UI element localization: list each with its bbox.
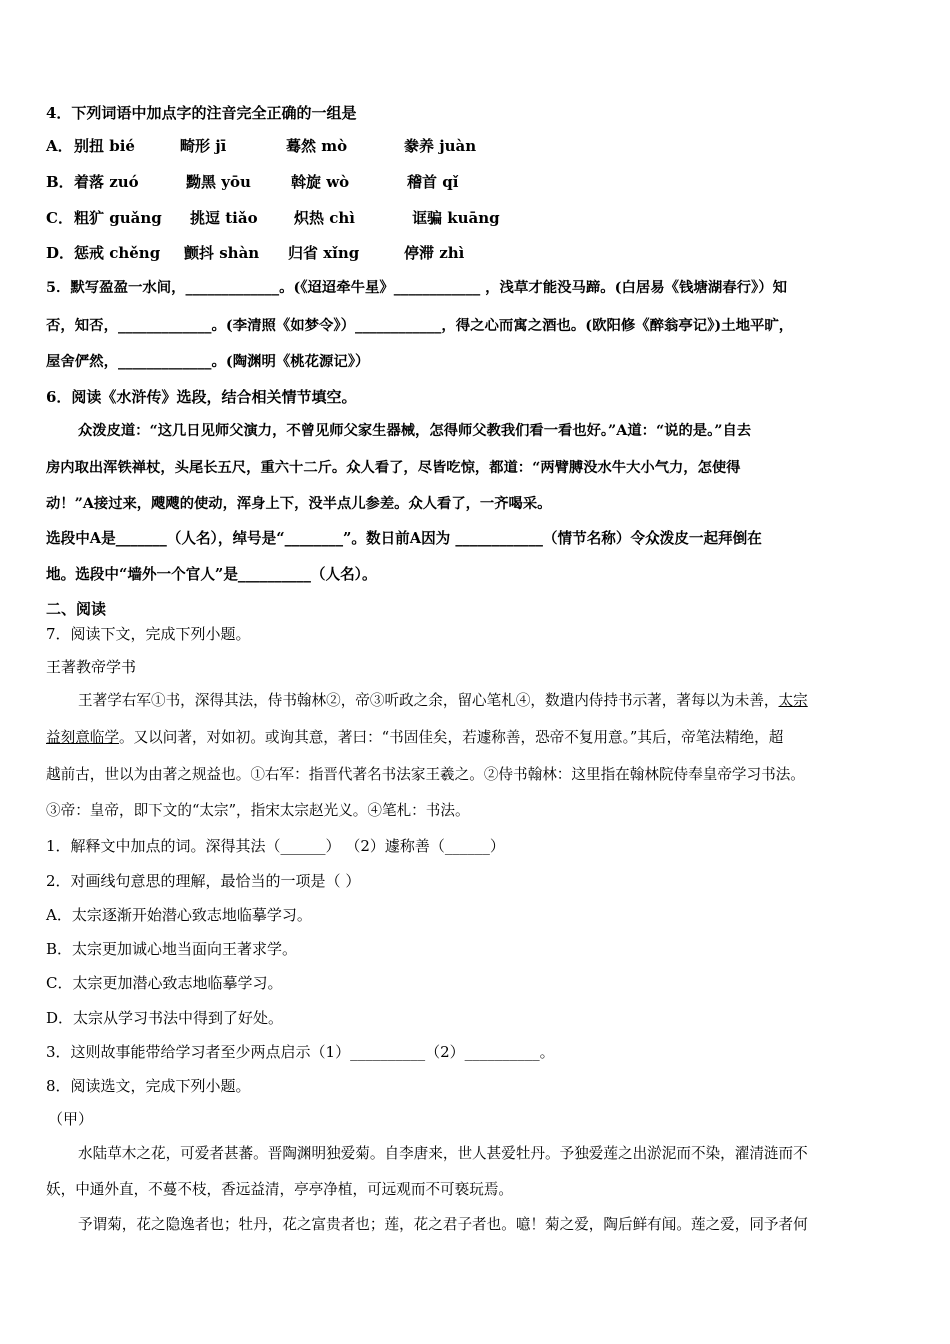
option-item: 炽热 chì: [294, 209, 355, 227]
q8-p1-line-2: 妖，中通外直，不蔓不枝，香远益清，亭亭净植，可远观而不可亵玩焉。: [46, 1181, 514, 1198]
q5-line-1: 5．默写盈盈一水间，_____________。(《迢迢牵牛星》____________ ，浅草才能没马蹄。(白居易《钱塘湖春行》）知: [46, 279, 787, 296]
q6-stem: 6．阅读《水浒传》选段，结合相关情节填空。: [46, 388, 357, 406]
option-letter: A．: [46, 137, 73, 155]
q7-notes-2: ③帝：皇帝，即下文的“太宗”，指宋太宗赵光义。④笔札：书法。: [46, 802, 470, 819]
q7-paragraph-line-1: [78, 691, 808, 711]
q5-line-3: 屋舍俨然，_____________。(陶渊明《桃花源记》）: [46, 353, 370, 370]
option-letter: D．: [46, 244, 75, 262]
q7-sub2: 2．对画线句意思的理解，最恰当的一项是（ ）: [46, 872, 361, 890]
q6-blank-1: 选段中A是_______（人名），绰号是“________”。数日前A因为 ____________（情节名称）令众泼皮一起拜倒在: [46, 530, 762, 547]
option-item: 斡旋 wò: [291, 173, 350, 191]
option-item: 粗犷 guǎng: [74, 209, 162, 227]
q7-choice-a: A．太宗逐渐开始潜心致志地临摹学习。: [46, 906, 312, 924]
option-item: 黝黑 yōu: [186, 173, 251, 191]
option-item: 着落 zuó: [74, 173, 139, 191]
q7-underlined-sentence: 益刻意临学: [46, 729, 119, 746]
option-item: 豢养 juàn: [404, 137, 477, 155]
q7-paragraph-line-2: [46, 728, 783, 748]
q6-passage-1: 众泼皮道：“这几日见师父演力，不曾见师父家生器械，怎得师父教我们看一看也好。”A道：“说的是。”自去: [78, 423, 752, 439]
option-item: 停滞 zhì: [404, 244, 465, 262]
q7-choice-d: D．太宗从学习书法中得到了好处。: [46, 1009, 284, 1027]
q8-part-label: （甲）: [48, 1110, 94, 1128]
q7-p1b: 。又以问著，对如初。或询其意，著曰：“书固佳矣，若遽称善，恐帝不复用意。”其后，帝笔法精绝，超: [118, 729, 784, 746]
section-title: 二、阅读: [46, 600, 107, 618]
option-item: 挑逗 tiǎo: [190, 209, 258, 227]
option-letter: C．: [46, 209, 73, 227]
option-item: 归省 xǐng: [288, 244, 360, 262]
q7-sub1: 1．解释文中加点的词。深得其法（______） （2）遽称善（______）: [46, 837, 505, 855]
q7-stem: 7．阅读下文，完成下列小题。: [46, 625, 251, 643]
option-item: 蓦然 mò: [286, 137, 348, 155]
q4-stem: 4．下列词语中加点字的注音完全正确的一组是: [46, 104, 357, 122]
option-item: 诓骗 kuāng: [412, 209, 500, 227]
q5-line-2: 否，知否，_____________。(李清照《如梦令》）____________，得之心而寓之酒也。(欧阳修《醉翁亭记》)土地平旷，: [46, 317, 794, 334]
q7-title: 王著教帝学书: [46, 658, 137, 676]
q7-choice-b: B．太宗更加诚心地当面向王著求学。: [46, 940, 298, 958]
q7-p1a: 王著学右军①书，深得其法，侍书翰林②，帝③听政之余，留心笔札④，数遣内侍持书示著，著每以为未善，: [78, 692, 779, 709]
q8-p1-line-1: 水陆草木之花，可爱者甚蕃。晋陶渊明独爱菊。自李唐来，世人甚爱牡丹。予独爱莲之出淤泥而不染，濯清涟而不: [78, 1145, 808, 1162]
q8-p2-line-1: 予谓菊，花之隐逸者也；牡丹，花之富贵者也；莲，花之君子者也。噫！菊之爱，陶后鲜有闻。莲之爱，同予者何: [78, 1216, 808, 1233]
q7-sub3: 3．这则故事能带给学习者至少两点启示（1）__________（2）__________。: [46, 1043, 555, 1061]
option-item: 畸形 jī: [180, 137, 227, 155]
q6-blank-2: 地。选段中“墙外一个官人”是__________（人名）。: [46, 566, 377, 583]
option-item: 稽首 qǐ: [407, 173, 459, 191]
option-letter: B．: [46, 173, 74, 191]
option-item: 颤抖 shàn: [184, 244, 260, 262]
q6-passage-2: 房内取出浑铁禅杖，头尾长五尺，重六十二斤。众人看了，尽皆吃惊，都道：“两臂膊没水牛大小气力，怎使得: [46, 460, 741, 476]
option-item: 惩戒 chěng: [74, 244, 161, 262]
q7-underlined-subject: 太宗: [778, 692, 808, 709]
q7-choice-c: C．太宗更加潜心致志地临摹学习。: [46, 974, 283, 992]
q6-passage-3: 动！”A接过来，飕飕的使动，浑身上下，没半点儿参差。众人看了，一齐喝采。: [46, 496, 552, 512]
option-item: 别扭 bié: [74, 137, 135, 155]
q8-stem: 8．阅读选文，完成下列小题。: [46, 1077, 251, 1095]
q7-notes-1: 越前古，世以为由著之规益也。①右军：指晋代著名书法家王羲之。②侍书翰林：这里指在翰林院侍奉皇帝学习书法。: [46, 766, 805, 783]
